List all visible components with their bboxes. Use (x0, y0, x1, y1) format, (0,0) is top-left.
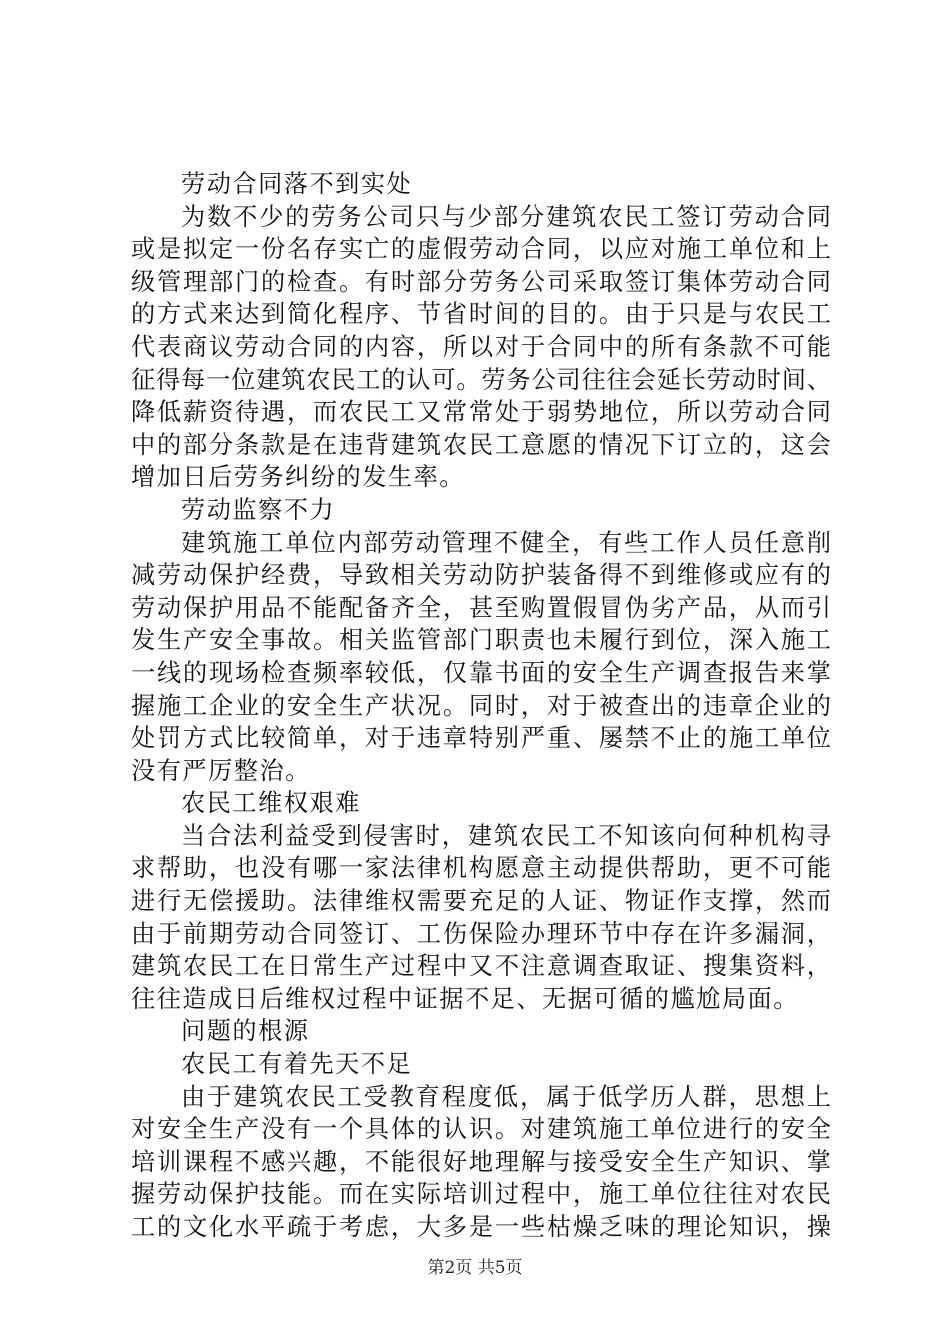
text-line: 为数不少的劳务公司只与少部分建筑农民工签订劳动合同 (181, 202, 831, 231)
text-line: 当合法利益受到侵害时，建筑农民工不知该向何种机构寻 (181, 821, 831, 850)
body-text (131, 168, 831, 1244)
text-line: 培训课程不感兴趣，不能很好地理解与接受安全生产知识、掌 (131, 1147, 831, 1176)
text-line: 发生产安全事故。相关监管部门职责也未履行到位，深入施工 (131, 626, 831, 655)
text-line: 进行无偿援助。法律维权需要充足的人证、物证作支撑，然而 (131, 887, 831, 916)
text-line: 处罚方式比较简单，对于违章特别严重、屡禁不止的施工单位 (131, 724, 831, 753)
text-line: 建筑施工单位内部劳动管理不健全，有些工作人员任意削 (181, 528, 831, 557)
text-line: 握劳动保护技能。而在实际培训过程中，施工单位往往对农民 (131, 1180, 831, 1209)
text-line: 往往造成日后维权过程中证据不足、无据可循的尴尬局面。 (131, 984, 799, 1013)
text-line: 代表商议劳动合同的内容，所以对于合同中的所有条款不可能 (131, 332, 831, 361)
text-line: 握施工企业的安全生产状况。同时，对于被查出的违章企业的 (131, 691, 831, 720)
text-line: 求帮助，也没有哪一家法律机构愿意主动提供帮助，更不可能 (131, 854, 831, 883)
page-footer: 第2页 共5页 (427, 1258, 523, 1278)
text-line: 工的文化水平疏于考虑，大多是一些枯燥乏味的理论知识，操 (131, 1213, 831, 1241)
text-line: 建筑农民工在日常生产过程中又不注意调查取证、搜集资料， (131, 952, 831, 981)
text-line: 的方式来达到简化程序、节省时间的目的。由于只是与农民工 (131, 300, 831, 329)
section-heading: 问题的根源 (181, 1017, 310, 1046)
text-line: 对安全生产没有一个具体的认识。对建筑施工单位进行的安全 (131, 1115, 831, 1144)
text-line: 由于建筑农民工受教育程度低，属于低学历人群，思想上 (181, 1082, 831, 1111)
text-line: 中的部分条款是在违背建筑农民工意愿的情况下订立的，这会 (131, 430, 831, 459)
text-line: 减劳动保护经费，导致相关劳动防护装备得不到维修或应有的 (131, 561, 831, 590)
text-line: 级管理部门的检查。有时部分劳务公司采取签订集体劳动合同 (131, 267, 831, 296)
text-line: 没有严厉整治。 (131, 756, 311, 785)
section-heading: 农民工维权艰难 (181, 789, 361, 818)
text-line: 劳动保护用品不能配备齐全，甚至购置假冒伪劣产品，从而引 (131, 593, 831, 622)
section-heading: 农民工有着先天不足 (181, 1050, 413, 1079)
text-line: 一线的现场检查频率较低，仅靠书面的安全生产调查报告来掌 (131, 658, 831, 687)
text-line: 或是拟定一份名存实亡的虚假劳动合同，以应对施工单位和上 (131, 235, 831, 264)
section-heading: 劳动监察不力 (181, 495, 336, 524)
text-line: 降低薪资待遇，而农民工又常常处于弱势地位，所以劳动合同 (131, 398, 831, 427)
text-line: 由于前期劳动合同签订、工伤保险办理环节中存在许多漏洞， (131, 919, 831, 948)
text-line: 增加日后劳务纠纷的发生率。 (131, 463, 465, 492)
text-line: 征得每一位建筑农民工的认可。劳务公司往往会延长劳动时间、 (131, 365, 831, 394)
section-heading: 劳动合同落不到实处 (181, 170, 413, 198)
